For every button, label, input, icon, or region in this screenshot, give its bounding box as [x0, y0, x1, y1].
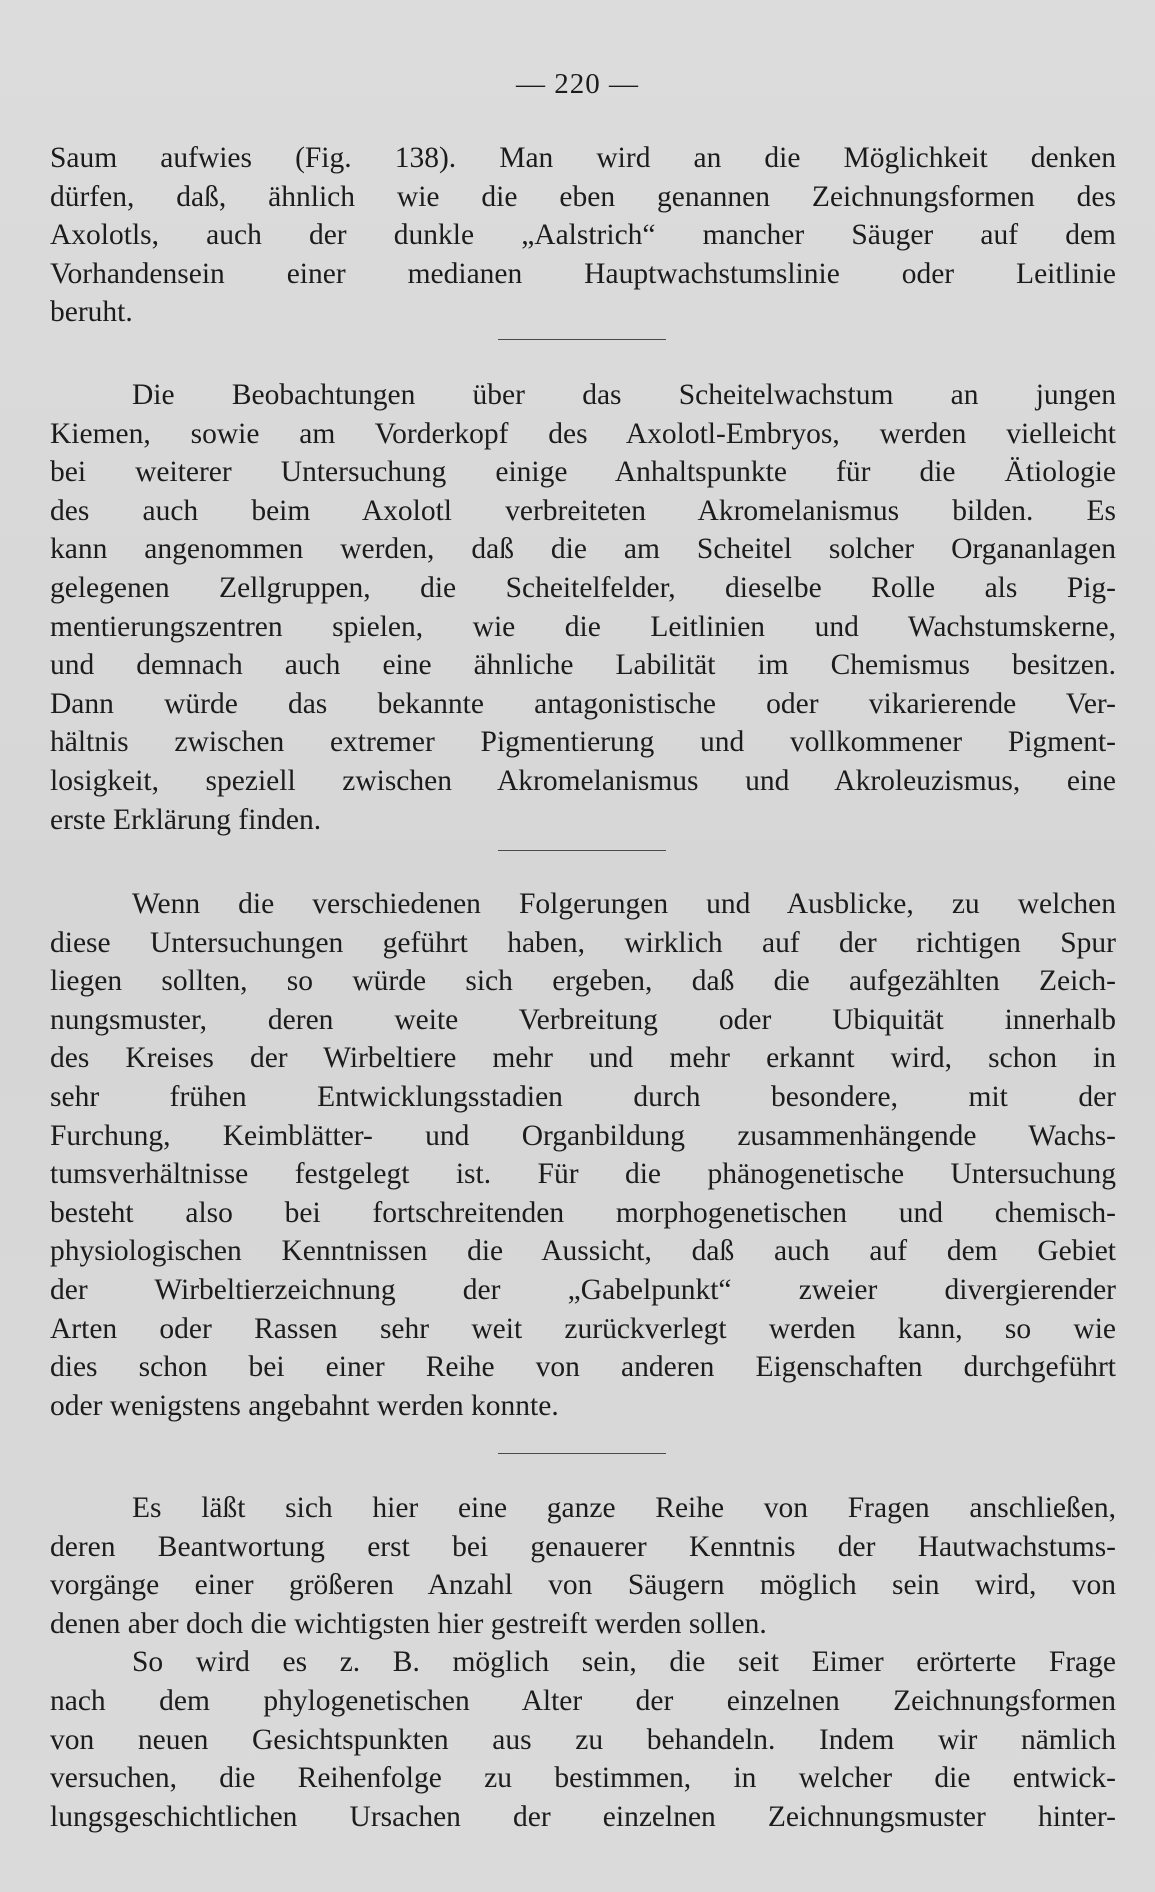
text-line: versuchen, die Reihenfolge zu bestimmen, in welcher die entwick-	[50, 1762, 1116, 1795]
text-line: Furchung, Keimblätter- und Organbildung zusammenhängende Wachs-	[50, 1119, 1116, 1152]
text-line: Saum aufwies (Fig. 138). Man wird an die Möglichkeit denken	[50, 142, 1116, 174]
text-line: Die Beobachtungen über das Scheitelwachstum an jungen	[132, 379, 1116, 411]
text-line: Wenn die verschiedenen Folgerungen und Ausblicke, zu welchen	[132, 888, 1116, 920]
text-line: Kiemen, sowie am Vorderkopf des Axolotl-Embryos, werden vielleicht	[50, 417, 1116, 450]
text-line: beruht.	[50, 296, 133, 329]
paragraph-aalstrich	[50, 139, 1116, 332]
paragraph-fragen	[50, 1489, 1116, 1836]
text-line: hältnis zwischen extremer Pigmentierung und vollkommener Pigment-	[50, 726, 1116, 759]
text-line: kann angenommen werden, daß die am Scheitel solcher Organanlagen	[50, 533, 1116, 566]
section-divider	[498, 1453, 666, 1454]
text-line: Axolotls, auch der dunkle „Aalstrich“ mancher Säuger auf dem	[50, 219, 1116, 252]
text-line: Dann würde das bekannte antagonistische oder vikarierende Ver-	[50, 687, 1116, 720]
text-line: liegen sollten, so würde sich ergeben, daß die aufgezählten Zeich-	[50, 965, 1116, 998]
text-line: gelegenen Zellgruppen, die Scheitelfelder, dieselbe Rolle als Pig-	[50, 571, 1116, 604]
text-line: Arten oder Rassen sehr weit zurückverlegt werden kann, so wie	[50, 1312, 1116, 1345]
text-line: nach dem phylogenetischen Alter der einzelnen Zeichnungsformen	[50, 1684, 1116, 1717]
text-line: erste Erklärung finden.	[50, 803, 322, 836]
text-line: dürfen, daß, ähnlich wie die eben genannen Zeichnungsformen des	[50, 180, 1116, 213]
text-line: nungsmuster, deren weite Verbreitung oder Ubiquität innerhalb	[50, 1003, 1116, 1036]
text-line: losigkeit, speziell zwischen Akromelanismus und Akroleuzismus, eine	[50, 764, 1116, 797]
text-line: tumsverhältnisse festgelegt ist. Für die phänogenetische Untersuchung	[50, 1158, 1116, 1191]
paragraph-folgerungen	[50, 885, 1116, 1425]
text-line: des auch beim Axolotl verbreiteten Akromelanismus bilden. Es	[50, 494, 1116, 527]
section-divider	[498, 339, 666, 340]
paragraph-scheitelwachstum	[50, 376, 1116, 839]
text-line: Es läßt sich hier eine ganze Reihe von Fragen anschließen,	[132, 1492, 1116, 1524]
text-line: oder wenigstens angebahnt werden konnte.	[50, 1389, 559, 1422]
text-line: von neuen Gesichtspunkten aus zu behandeln. Indem wir nämlich	[50, 1723, 1116, 1756]
text-line: besteht also bei fortschreitenden morphogenetischen und chemisch-	[50, 1196, 1116, 1229]
section-divider	[498, 850, 666, 851]
text-line: diese Untersuchungen geführt haben, wirklich auf der richtigen Spur	[50, 926, 1116, 959]
text-line: sehr frühen Entwicklungsstadien durch besondere, mit der	[50, 1080, 1116, 1113]
text-line: Vorhandensein einer medianen Hauptwachstumslinie oder Leitlinie	[50, 257, 1116, 290]
text-line: bei weiterer Untersuchung einige Anhaltspunkte für die Ätiologie	[50, 456, 1116, 489]
text-line: So wird es z. B. möglich sein, die seit Eimer erörterte Frage	[132, 1646, 1116, 1679]
text-line: mentierungszentren spielen, wie die Leitlinien und Wachstumskerne,	[50, 610, 1116, 643]
text-line: und demnach auch eine ähnliche Labilität im Chemismus besitzen.	[50, 649, 1116, 682]
text-line: dies schon bei einer Reihe von anderen Eigenschaften durchgeführt	[50, 1351, 1116, 1384]
text-line: physiologischen Kenntnissen die Aussicht, daß auch auf dem Gebiet	[50, 1235, 1116, 1268]
text-line: deren Beantwortung erst bei genauerer Kenntnis der Hautwachstums-	[50, 1530, 1116, 1563]
text-line: denen aber doch die wichtigsten hier gestreift werden sollen.	[50, 1607, 767, 1640]
page-number: — 220 —	[516, 68, 639, 100]
text-line: lungsgeschichtlichen Ursachen der einzelnen Zeichnungsmuster hinter-	[50, 1800, 1116, 1833]
text-line: des Kreises der Wirbeltiere mehr und mehr erkannt wird, schon in	[50, 1042, 1116, 1075]
text-line: vorgänge einer größeren Anzahl von Säugern möglich sein wird, von	[50, 1569, 1116, 1602]
text-line: der Wirbeltierzeichnung der „Gabelpunkt“ zweier divergierender	[50, 1273, 1116, 1306]
